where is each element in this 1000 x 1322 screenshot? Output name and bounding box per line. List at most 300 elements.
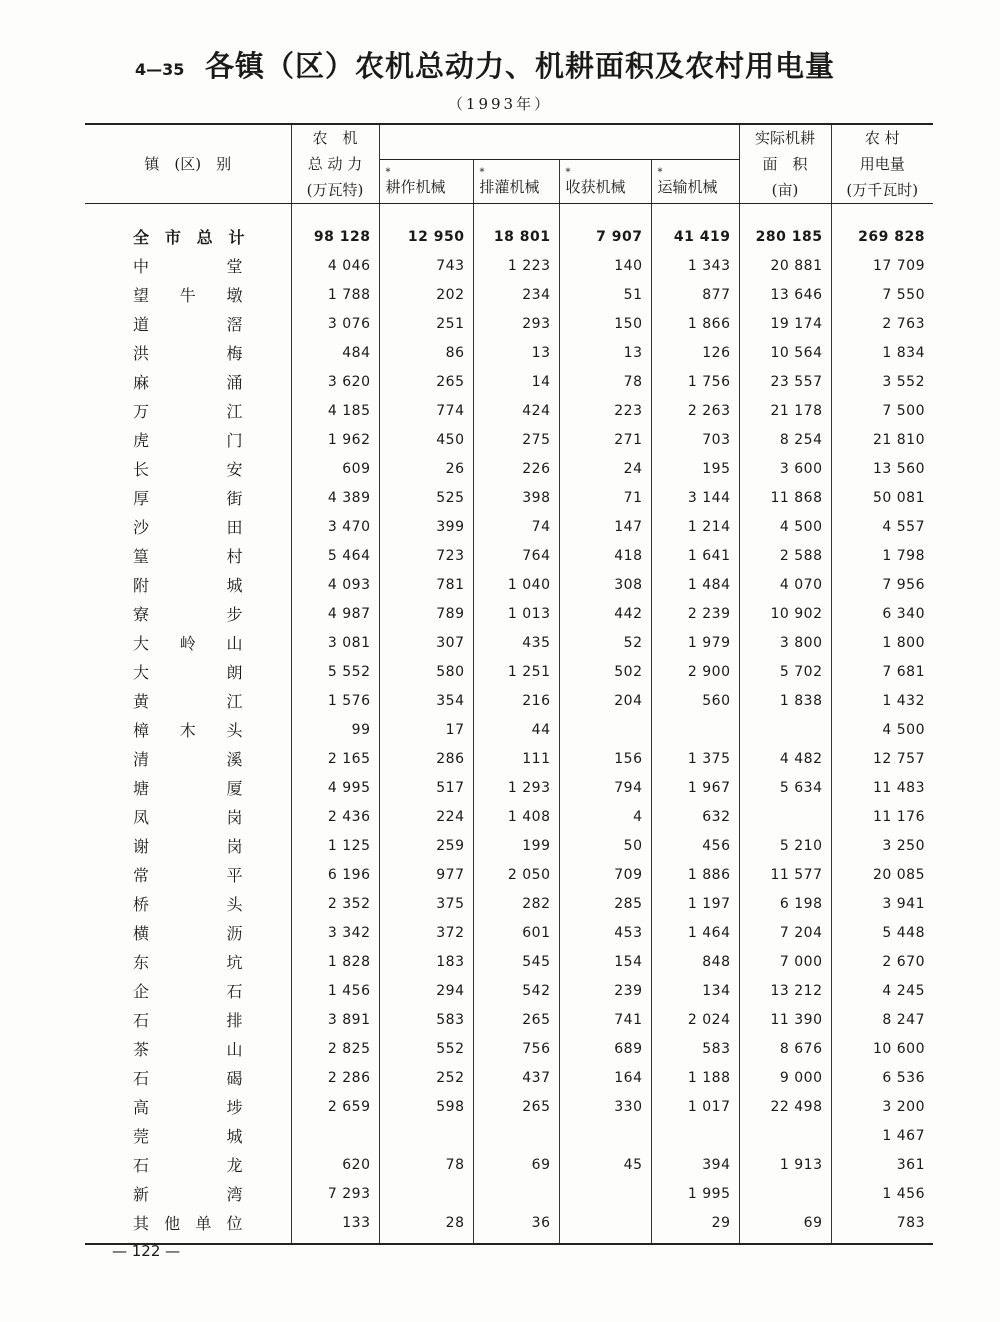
table-row: [85, 396, 933, 425]
cell-transport: 126: [651, 338, 739, 367]
cell-elec: 1 456: [882, 1185, 925, 1202]
cell-total: 4 093: [291, 570, 379, 599]
cell-area: 8 254: [739, 425, 831, 454]
cell-elec: 3 250: [882, 837, 925, 854]
region-name: 莞 城: [85, 1121, 291, 1150]
cell-tillage: 259: [379, 831, 473, 860]
cell-elec: 7 500: [882, 402, 925, 419]
region-name: 塘 厦: [85, 773, 291, 802]
table-row: [85, 1063, 933, 1092]
cell-irrigation: 74: [473, 512, 559, 541]
table-row: [85, 570, 933, 599]
cell-tillage: 86: [379, 338, 473, 367]
cell-irrigation: [473, 1179, 559, 1208]
table-row: [85, 889, 933, 918]
cell-elec: 4 245: [882, 982, 925, 999]
cell-elec: 7 956: [882, 576, 925, 593]
cell-transport: 29: [651, 1208, 739, 1244]
cell-elec: 361: [896, 1156, 925, 1173]
cell-tillage: 252: [379, 1063, 473, 1092]
statistics-table: [85, 123, 933, 1245]
cell-area: 13 212: [739, 976, 831, 1005]
cell-elec: 12 757: [873, 750, 925, 767]
cell-tillage: 789: [379, 599, 473, 628]
cell-irrigation: 14: [473, 367, 559, 396]
table-row: [85, 715, 933, 744]
cell-total: 3 620: [291, 367, 379, 396]
cell-harvest: 71: [559, 483, 651, 512]
region-name: 高 埗: [85, 1092, 291, 1121]
cell-transport: 1 641: [651, 541, 739, 570]
cell-harvest: 330: [559, 1092, 651, 1121]
cell-elec: 269 828: [858, 228, 925, 245]
cell-transport: 2 239: [651, 599, 739, 628]
cell-total: 1 788: [291, 280, 379, 309]
cell-harvest: 308: [559, 570, 651, 599]
cell-elec: 2 670: [882, 953, 925, 970]
region-name: 长 安: [85, 454, 291, 483]
cell-harvest: 204: [559, 686, 651, 715]
region-name: 横 沥: [85, 918, 291, 947]
cell-area: 11 390: [739, 1005, 831, 1034]
cell-total: 609: [291, 454, 379, 483]
cell-area: 5 634: [739, 773, 831, 802]
cell-total: 2 165: [291, 744, 379, 773]
cell-tillage: 774: [379, 396, 473, 425]
cell-area: [739, 715, 831, 744]
cell-irrigation: 13: [473, 338, 559, 367]
cell-area: 4 500: [739, 512, 831, 541]
cell-harvest: 150: [559, 309, 651, 338]
cell-tillage: 583: [379, 1005, 473, 1034]
cell-total: 620: [291, 1150, 379, 1179]
cell-elec: 11 176: [873, 808, 925, 825]
cell-transport: 1 197: [651, 889, 739, 918]
region-name: 麻 涌: [85, 367, 291, 396]
cell-harvest: 45: [559, 1150, 651, 1179]
table-row: [85, 628, 933, 657]
cell-elec: 4 557: [882, 518, 925, 535]
table-row: [85, 1208, 933, 1244]
cell-total: 1 828: [291, 947, 379, 976]
region-name: 黄 江: [85, 686, 291, 715]
cell-area: 4 070: [739, 570, 831, 599]
cell-tillage: 224: [379, 802, 473, 831]
table-row: [85, 541, 933, 570]
cell-area: 2 588: [739, 541, 831, 570]
region-name: 桥 头: [85, 889, 291, 918]
cell-transport: 1 214: [651, 512, 739, 541]
cell-elec: 10 600: [873, 1040, 925, 1057]
region-name: 石 龙: [85, 1150, 291, 1179]
region-name: 沙 田: [85, 512, 291, 541]
region-name: 东 坑: [85, 947, 291, 976]
cell-total: 5 464: [291, 541, 379, 570]
cell-tillage: 28: [379, 1208, 473, 1244]
table-row: [85, 860, 933, 889]
table-number: 4—35: [135, 60, 185, 79]
cell-tillage: 265: [379, 367, 473, 396]
cell-area: 21 178: [739, 396, 831, 425]
cell-total: 4 046: [291, 251, 379, 280]
page-number: — 122 —: [112, 1242, 181, 1260]
cell-tillage: 26: [379, 454, 473, 483]
cell-area: [739, 1179, 831, 1208]
cell-irrigation: 234: [473, 280, 559, 309]
cell-irrigation: 545: [473, 947, 559, 976]
region-name: 大 岭 山: [85, 628, 291, 657]
header-tillage: * 耕作机械: [379, 160, 473, 204]
region-name: 谢 岗: [85, 831, 291, 860]
cell-harvest: 285: [559, 889, 651, 918]
cell-transport: 1 375: [651, 744, 739, 773]
cell-transport: 1 995: [651, 1179, 739, 1208]
cell-tillage: 17: [379, 715, 473, 744]
total-row: [85, 204, 933, 252]
cell-irrigation: 542: [473, 976, 559, 1005]
cell-transport: 632: [651, 802, 739, 831]
table-row: [85, 686, 933, 715]
table-row: [85, 1034, 933, 1063]
cell-elec: 7 550: [882, 286, 925, 303]
cell-elec: 7 681: [882, 663, 925, 680]
cell-area: 8 676: [739, 1034, 831, 1063]
cell-harvest: 223: [559, 396, 651, 425]
header-harvest: * 收获机械: [559, 160, 651, 204]
page-title: 各镇（区）农机总动力、机耕面积及农村用电量: [205, 49, 836, 83]
region-name: 望 牛 墩: [85, 280, 291, 309]
cell-total: 2 352: [291, 889, 379, 918]
cell-irrigation: 44: [473, 715, 559, 744]
cell-tillage: 183: [379, 947, 473, 976]
cell-harvest: [559, 1208, 651, 1244]
table-row: [85, 1179, 933, 1208]
cell-irrigation: 1 251: [473, 657, 559, 686]
cell-elec: 3 200: [882, 1098, 925, 1115]
cell-irrigation: 756: [473, 1034, 559, 1063]
cell-tillage: 286: [379, 744, 473, 773]
region-name: 清 溪: [85, 744, 291, 773]
region-name: 虎 门: [85, 425, 291, 454]
region-name: 常 平: [85, 860, 291, 889]
cell-tillage: 517: [379, 773, 473, 802]
region-name: 大 朗: [85, 657, 291, 686]
header-area: 实际机耕 面 积 (亩): [739, 124, 831, 204]
cell-total: 3 891: [291, 1005, 379, 1034]
cell-total: 2 659: [291, 1092, 379, 1121]
cell-tillage: 552: [379, 1034, 473, 1063]
cell-area: 9 000: [739, 1063, 831, 1092]
cell-tillage: 251: [379, 309, 473, 338]
table-row: [85, 512, 933, 541]
cell-elec: 2 763: [882, 315, 925, 332]
cell-irrigation: 437: [473, 1063, 559, 1092]
table-row: [85, 1005, 933, 1034]
region-name: 全 市 总 计: [85, 204, 291, 252]
cell-area: 69: [739, 1208, 831, 1244]
cell-elec: 3 552: [882, 373, 925, 390]
cell-area: 13 646: [739, 280, 831, 309]
cell-total: 7 293: [291, 1179, 379, 1208]
cell-harvest: 78: [559, 367, 651, 396]
cell-tillage: 723: [379, 541, 473, 570]
cell-tillage: 78: [379, 1150, 473, 1179]
cell-total: 4 995: [291, 773, 379, 802]
cell-harvest: 794: [559, 773, 651, 802]
region-name: 新 湾: [85, 1179, 291, 1208]
cell-harvest: 24: [559, 454, 651, 483]
cell-area: 20 881: [739, 251, 831, 280]
cell-irrigation: 282: [473, 889, 559, 918]
cell-irrigation: 69: [473, 1150, 559, 1179]
cell-total: 2 825: [291, 1034, 379, 1063]
cell-transport: 1 886: [651, 860, 739, 889]
cell-transport: 456: [651, 831, 739, 860]
cell-irrigation: 1 293: [473, 773, 559, 802]
cell-harvest: 453: [559, 918, 651, 947]
cell-total: 4 389: [291, 483, 379, 512]
cell-harvest: 51: [559, 280, 651, 309]
cell-irrigation: 265: [473, 1092, 559, 1121]
cell-transport: 1 188: [651, 1063, 739, 1092]
cell-transport: 1 967: [651, 773, 739, 802]
cell-elec: 1 834: [882, 344, 925, 361]
cell-total: 3 470: [291, 512, 379, 541]
cell-area: 10 902: [739, 599, 831, 628]
cell-harvest: 709: [559, 860, 651, 889]
cell-area: 19 174: [739, 309, 831, 338]
cell-elec: 11 483: [873, 779, 925, 796]
cell-area: 1 838: [739, 686, 831, 715]
cell-transport: 3 144: [651, 483, 739, 512]
cell-total: 99: [291, 715, 379, 744]
cell-area: 23 557: [739, 367, 831, 396]
cell-area: 5 702: [739, 657, 831, 686]
cell-transport: 1 343: [651, 251, 739, 280]
region-name: 附 城: [85, 570, 291, 599]
header-machinery-group: [379, 124, 739, 160]
cell-harvest: [559, 1179, 651, 1208]
table-row: [85, 280, 933, 309]
cell-area: 6 198: [739, 889, 831, 918]
cell-area: 22 498: [739, 1092, 831, 1121]
region-name: 洪 梅: [85, 338, 291, 367]
cell-area: 7 000: [739, 947, 831, 976]
cell-total: 4 185: [291, 396, 379, 425]
cell-tillage: 354: [379, 686, 473, 715]
table-row: [85, 976, 933, 1005]
cell-area: [739, 1121, 831, 1150]
cell-total: 1 962: [291, 425, 379, 454]
cell-harvest: 271: [559, 425, 651, 454]
cell-transport: 560: [651, 686, 739, 715]
cell-harvest: 239: [559, 976, 651, 1005]
table-body: [85, 204, 933, 1245]
cell-transport: 2 900: [651, 657, 739, 686]
cell-harvest: 502: [559, 657, 651, 686]
cell-irrigation: 199: [473, 831, 559, 860]
table-row: [85, 802, 933, 831]
region-name: 茶 山: [85, 1034, 291, 1063]
cell-elec: 783: [831, 1208, 933, 1244]
cell-harvest: [559, 715, 651, 744]
cell-harvest: 4: [559, 802, 651, 831]
region-name: 中 堂: [85, 251, 291, 280]
cell-irrigation: 1 013: [473, 599, 559, 628]
cell-harvest: 140: [559, 251, 651, 280]
cell-total: 6 196: [291, 860, 379, 889]
cell-harvest: 50: [559, 831, 651, 860]
table-row: [85, 483, 933, 512]
header-irrigation: * 排灌机械: [473, 160, 559, 204]
cell-area: 10 564: [739, 338, 831, 367]
cell-transport: 1 484: [651, 570, 739, 599]
header-total-power: 农 机 总 动 力 (万瓦特): [291, 124, 379, 204]
table-row: [85, 425, 933, 454]
cell-total: 5 552: [291, 657, 379, 686]
table-row: [85, 309, 933, 338]
cell-irrigation: 293: [473, 309, 559, 338]
region-name: 寮 步: [85, 599, 291, 628]
table-row: [85, 1092, 933, 1121]
cell-elec: 8 247: [882, 1011, 925, 1028]
cell-transport: [651, 715, 739, 744]
header-region: 镇 (区) 别: [85, 124, 291, 204]
cell-total: 484: [291, 338, 379, 367]
cell-area: 280 185: [739, 204, 831, 252]
cell-area: 3 600: [739, 454, 831, 483]
table-row: [85, 773, 933, 802]
cell-tillage: 202: [379, 280, 473, 309]
cell-harvest: 418: [559, 541, 651, 570]
region-name: 篁 村: [85, 541, 291, 570]
region-name: 道 滘: [85, 309, 291, 338]
cell-elec: 1 467: [882, 1127, 925, 1144]
cell-area: 11 868: [739, 483, 831, 512]
cell-transport: 1 017: [651, 1092, 739, 1121]
cell-total: 1 456: [291, 976, 379, 1005]
cell-elec: 17 709: [873, 257, 925, 274]
cell-elec: 3 941: [882, 895, 925, 912]
cell-elec: 1 800: [882, 634, 925, 651]
cell-irrigation: 216: [473, 686, 559, 715]
cell-total: 3 342: [291, 918, 379, 947]
region-name: 凤 岗: [85, 802, 291, 831]
table-row: [85, 454, 933, 483]
cell-transport: 1 756: [651, 367, 739, 396]
cell-harvest: 741: [559, 1005, 651, 1034]
cell-transport: 195: [651, 454, 739, 483]
cell-total: 2 286: [291, 1063, 379, 1092]
cell-transport: 703: [651, 425, 739, 454]
table-row: [85, 367, 933, 396]
cell-tillage: 294: [379, 976, 473, 1005]
cell-elec: 13 560: [873, 460, 925, 477]
cell-harvest: 147: [559, 512, 651, 541]
cell-harvest: 164: [559, 1063, 651, 1092]
cell-tillage: 399: [379, 512, 473, 541]
cell-irrigation: 275: [473, 425, 559, 454]
cell-transport: [651, 1121, 739, 1150]
cell-transport: 1 464: [651, 918, 739, 947]
table-row: [85, 251, 933, 280]
region-name: 万 江: [85, 396, 291, 425]
table-row: [85, 657, 933, 686]
cell-total: 1 576: [291, 686, 379, 715]
cell-harvest: 442: [559, 599, 651, 628]
cell-elec: 20 085: [873, 866, 925, 883]
cell-area: 5 210: [739, 831, 831, 860]
cell-transport: 41 419: [651, 204, 739, 252]
cell-irrigation: 601: [473, 918, 559, 947]
cell-total: [291, 1121, 379, 1150]
cell-harvest: 154: [559, 947, 651, 976]
table-row: [85, 599, 933, 628]
header-electricity: 农 村 用电量 (万千瓦时): [831, 124, 933, 204]
cell-elec: 6 340: [882, 605, 925, 622]
cell-harvest: 13: [559, 338, 651, 367]
cell-tillage: 450: [379, 425, 473, 454]
region-name: 厚 街: [85, 483, 291, 512]
cell-tillage: 525: [379, 483, 473, 512]
year-subtitle: （1993年）: [447, 95, 553, 113]
cell-area: 3 800: [739, 628, 831, 657]
cell-tillage: 580: [379, 657, 473, 686]
cell-tillage: 307: [379, 628, 473, 657]
cell-elec: 1 432: [882, 692, 925, 709]
cell-transport: 394: [651, 1150, 739, 1179]
cell-elec: 6 536: [882, 1069, 925, 1086]
header-transport: * 运输机械: [651, 160, 739, 204]
cell-harvest: 52: [559, 628, 651, 657]
cell-total: 2 436: [291, 802, 379, 831]
cell-irrigation: 2 050: [473, 860, 559, 889]
cell-irrigation: 36: [473, 1208, 559, 1244]
cell-area: [739, 802, 831, 831]
cell-elec: 5 448: [882, 924, 925, 941]
cell-irrigation: 764: [473, 541, 559, 570]
cell-elec: 50 081: [873, 489, 925, 506]
region-name: 樟 木 头: [85, 715, 291, 744]
cell-irrigation: 18 801: [473, 204, 559, 252]
cell-irrigation: 435: [473, 628, 559, 657]
cell-elec: 21 810: [873, 431, 925, 448]
cell-irrigation: 111: [473, 744, 559, 773]
cell-transport: 848: [651, 947, 739, 976]
table-row: [85, 947, 933, 976]
cell-tillage: 598: [379, 1092, 473, 1121]
cell-total: 3 081: [291, 628, 379, 657]
cell-total: 133: [291, 1208, 379, 1244]
cell-area: 1 913: [739, 1150, 831, 1179]
region-name: 石 排: [85, 1005, 291, 1034]
cell-tillage: 12 950: [379, 204, 473, 252]
cell-total: 3 076: [291, 309, 379, 338]
cell-tillage: 372: [379, 918, 473, 947]
cell-elec: 1 798: [882, 547, 925, 564]
cell-tillage: 977: [379, 860, 473, 889]
table-row: [85, 744, 933, 773]
title-row: [0, 40, 1000, 90]
cell-tillage: 743: [379, 251, 473, 280]
cell-total: 98 128: [291, 204, 379, 252]
table-row: [85, 918, 933, 947]
cell-total: 4 987: [291, 599, 379, 628]
cell-area: 7 204: [739, 918, 831, 947]
cell-irrigation: [473, 1121, 559, 1150]
cell-irrigation: 226: [473, 454, 559, 483]
cell-elec: 4 500: [882, 721, 925, 738]
